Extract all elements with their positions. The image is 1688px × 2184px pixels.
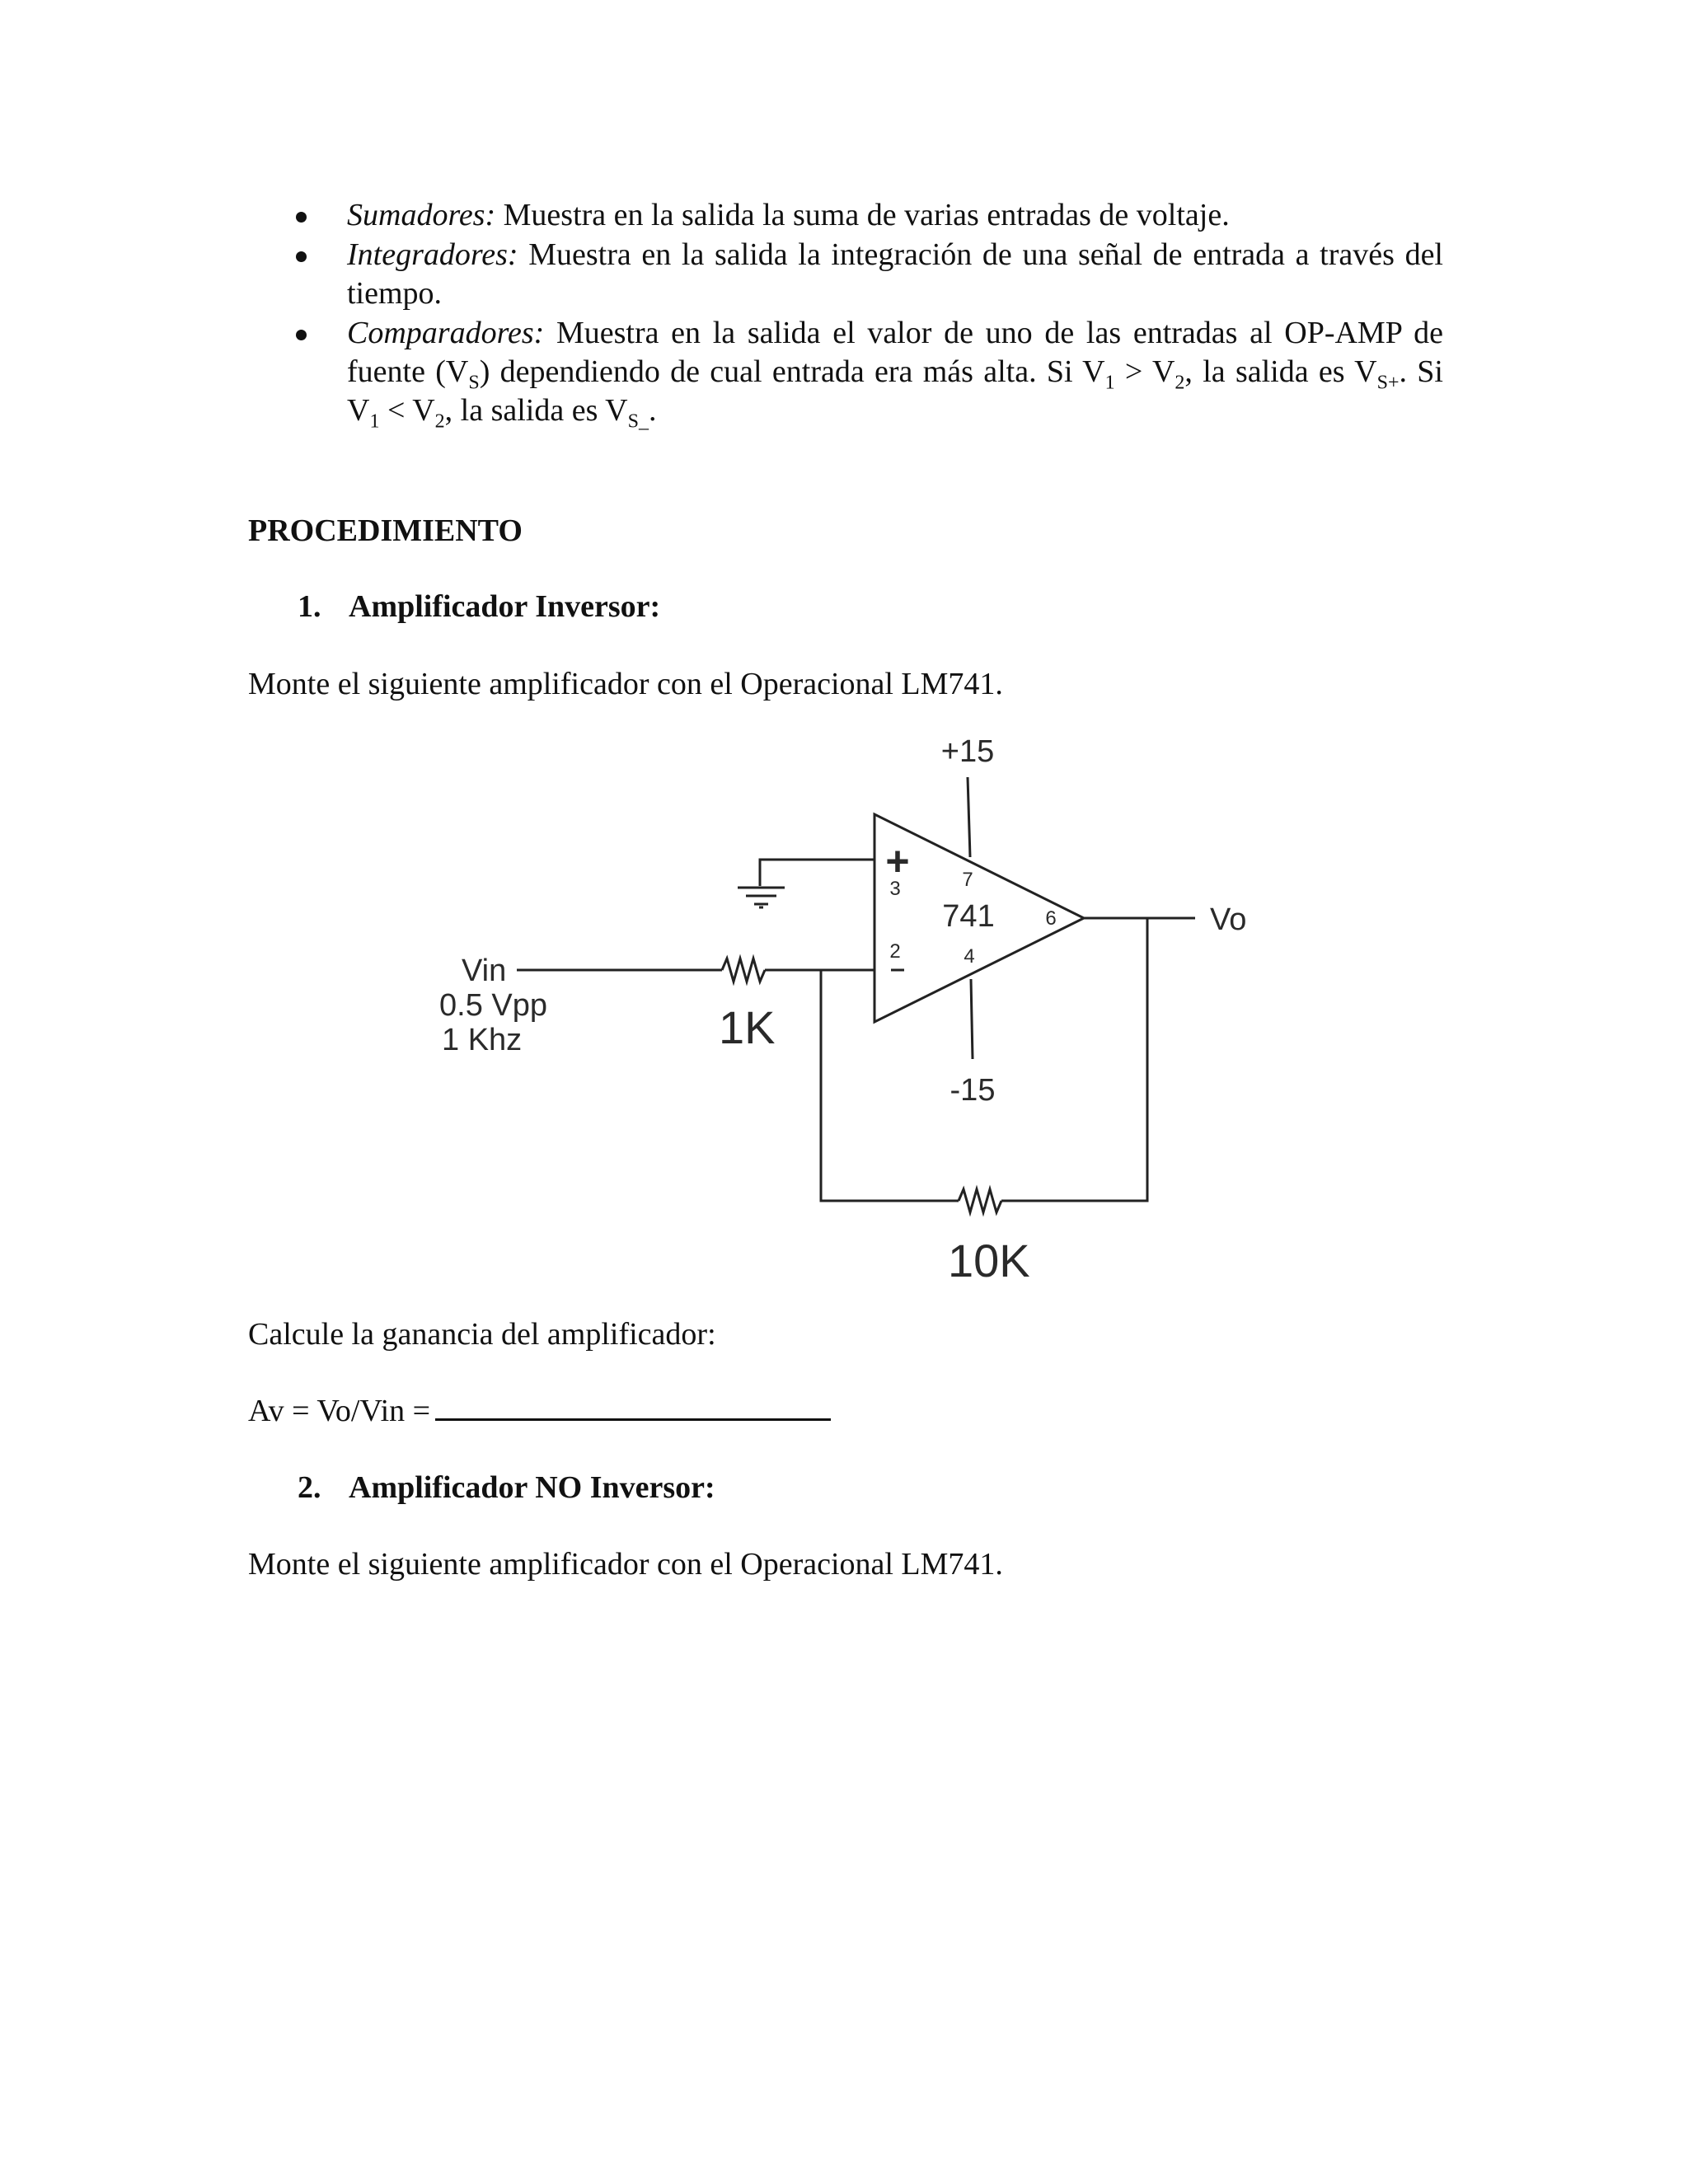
pin-4-label: 4	[964, 945, 975, 968]
description-part: < V	[379, 393, 435, 428]
step-number: 2.	[298, 1470, 321, 1505]
formula-text: Av = Vo/Vin =	[248, 1394, 431, 1428]
description-part: ) dependiendo de cual entrada era más alta. Si V	[479, 354, 1105, 389]
ground-wire	[760, 860, 874, 886]
step-2-instruction: Monte el siguiente amplificador con el Operacional LM741.	[248, 1547, 1003, 1582]
pin-7-label: 7	[962, 869, 973, 891]
resistor-1k	[722, 958, 765, 982]
step-number: 1.	[298, 589, 321, 624]
pin-3-label: 3	[889, 878, 901, 900]
vminus-lead	[971, 979, 973, 1059]
description: Muestra en la salida la integración de una señal de entrada a través del tiempo.	[347, 237, 1443, 311]
description: Muestra en la salida la suma de varias entradas de voltaje.	[495, 198, 1230, 232]
input-label: Vin	[462, 954, 507, 988]
step-title: Amplificador NO Inversor:	[349, 1470, 715, 1505]
description-part: , la salida es V	[444, 393, 628, 428]
vplus-lead	[968, 777, 970, 857]
subscript: 1	[369, 410, 380, 433]
calc-prompt: Calcule la ganancia del amplificador:	[248, 1317, 716, 1352]
resistor-10k	[959, 1189, 1001, 1212]
term: Integradores:	[347, 237, 518, 272]
feedback-wire-right	[1001, 918, 1147, 1201]
description-part: > V	[1114, 354, 1175, 389]
vminus-label: -15	[950, 1073, 996, 1108]
description-part: Muestra en la salida el valor de uno de las entradas al OP-AMP de fuente (V	[347, 316, 1443, 389]
r-in-label: 1K	[719, 1001, 776, 1053]
description-part: .	[648, 393, 657, 428]
term: Sumadores:	[347, 198, 496, 232]
subscript: 2	[1175, 372, 1185, 394]
chip-label: 741	[942, 899, 995, 934]
plus-input-sign: +	[885, 838, 910, 884]
feedback-wire-left	[821, 970, 959, 1201]
step-2-heading	[298, 1469, 715, 1506]
subscript: 2	[434, 410, 445, 433]
subscript: 1	[1104, 372, 1115, 394]
input-frequency: 1 Khz	[442, 1023, 523, 1057]
description-part: . Si V	[347, 354, 1443, 428]
pin-6-label: 6	[1045, 907, 1057, 930]
input-amplitude: 0.5 Vpp	[439, 988, 547, 1023]
description-part: , la salida es V	[1184, 354, 1377, 389]
term: Comparadores:	[347, 316, 545, 350]
vplus-label: +15	[940, 734, 995, 769]
pin-2-label: 2	[889, 940, 901, 963]
gain-formula	[248, 1392, 831, 1429]
step-title: Amplificador Inversor:	[349, 589, 661, 624]
r-feedback-label: 10K	[948, 1235, 1030, 1286]
subscript: S_	[627, 410, 649, 433]
section-title: PROCEDIMIENTO	[248, 513, 523, 548]
step-1-instruction: Monte el siguiente amplificador con el Operacional LM741.	[248, 667, 1003, 701]
answer-blank[interactable]	[435, 1392, 831, 1421]
output-label: Vo	[1210, 902, 1247, 937]
subscript: S	[468, 372, 480, 394]
subscript: S+	[1376, 372, 1400, 394]
